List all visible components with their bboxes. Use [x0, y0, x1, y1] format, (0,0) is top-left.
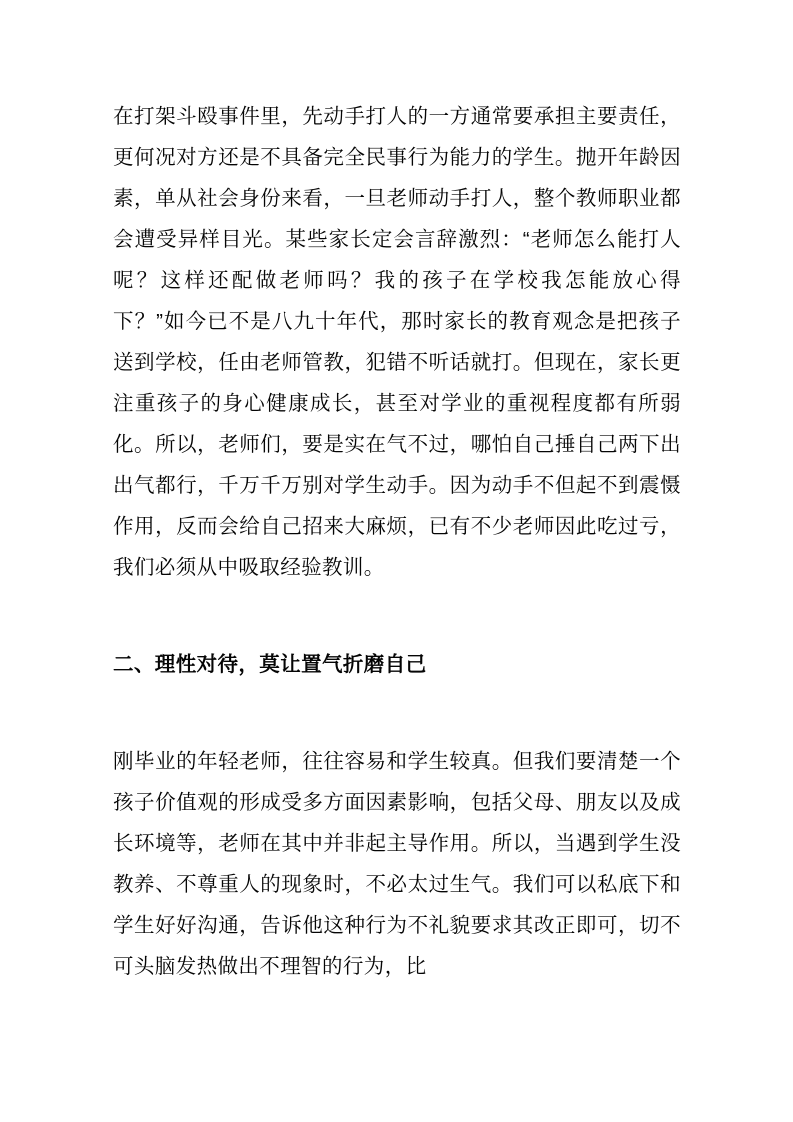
- section-heading-2: 二、理性对待，莫让置气折磨自己: [113, 653, 427, 676]
- paragraph-spacer-1: [113, 588, 681, 644]
- document-body: [113, 96, 681, 987]
- body-paragraph-2: 刚毕业的年轻老师，往往容易和学生较真。但我们要清楚一个孩子价值观的形成受多方面因素影响，包括父母、朋友以及成长环境等，老师在其中并非起主导作用。所以，当遇到学生没教养、不尊重人的现象时，不必太过生气。我们可以私底下和学生好好沟通，告诉他这种行为不礼貌要求其改正即可，切不可头脑发热做出不理智的行为，比: [113, 750, 681, 978]
- heading-spacer-1: [113, 685, 681, 741]
- body-paragraph-1: 在打架斗殴事件里，先动手打人的一方通常要承担主要责任，更何况对方还是不具备完全民事行为能力的学生。抛开年龄因素，单从社会身份来看，一旦老师动手打人，整个教师职业都会遭受异样目光。某些家长定会言辞激烈：“老师怎么能打人呢？这样还配做老师吗？我的孩子在学校我怎能放心得下？”如今已不是八九十年代，那时家长的教育观念是把孩子送到学校，任由老师管教，犯错不听话就打。但现在，家长更注重孩子的身心健康成长，甚至对学业的重视程度都有所弱化。所以，老师们，要是实在气不过，哪怕自己捶自己两下出出气都行，千万千万别对学生动手。因为动手不但起不到震慑作用，反而会给自己招来大麻烦，已有不少老师因此吃过亏，我们必须从中吸取经验教训。: [113, 105, 681, 579]
